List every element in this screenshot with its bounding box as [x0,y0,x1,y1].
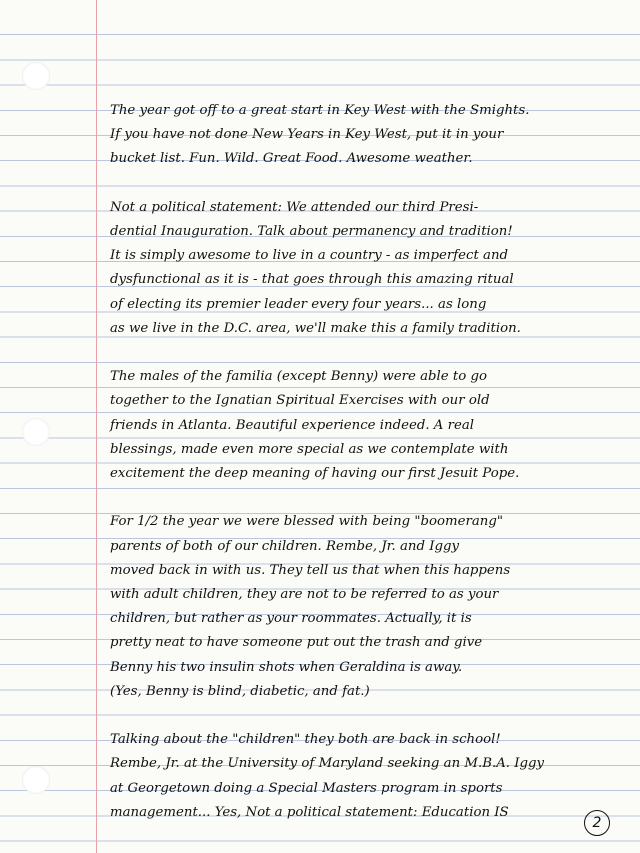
text-line: of electing its premier leader every four years... as long [110,296,487,312]
text-line: The males of the familia (except Benny) were able to go [110,369,487,385]
paragraph-school [110,728,630,825]
text-line: children, but rather as your roommates. Actually, it is [110,611,472,627]
text-line: For 1/2 the year we were blessed with being "boomerang" [110,514,503,530]
handwritten-letter [110,99,630,849]
text-line: dysfunctional as it is - that goes through this amazing ritual [110,272,514,288]
page-number-badge: 2 [584,810,610,836]
text-line: If you have not done New Years in Key West, put it in your [110,127,504,143]
text-line: Talking about the "children" they both are back in school! [110,732,501,748]
text-line: dential Inauguration. Talk about permanency and tradition! [110,224,513,239]
text-line: parents of both of our children. Rembe, Jr. and Iggy [110,538,460,554]
paragraph-spiritual-exercises [110,365,630,486]
text-line: together to the Ignatian Spiritual Exercises with our old [110,393,490,409]
paragraph-inauguration [110,196,630,341]
binder-hole-top [22,62,50,90]
text-line: Not a political statement: We attended our third Presi- [110,199,479,215]
text-line: bucket list. Fun. Wild. Great Food. Awesome weather. [110,151,473,167]
paragraph-key-west [110,99,630,172]
text-line: pretty neat to have someone put out the trash and give [110,635,483,651]
paragraph-boomerang-parents [110,510,630,704]
text-line: excitement the deep meaning of having our first Jesuit Pope. [110,466,520,482]
text-line: It is simply awesome to live in a country - as imperfect and [110,248,509,264]
margin-line [96,0,97,853]
text-line: blessings, made even more special as we contemplate with [110,441,509,457]
binder-hole-bottom [22,766,50,794]
text-line: Benny his two insulin shots when Geraldina is away. [110,659,463,675]
text-line: The year got off to a great start in Key West with the Smights. [110,103,530,118]
text-line: friends in Atlanta. Beautiful experience indeed. A real [110,417,475,433]
text-line: as we live in the D.C. area, we'll make this a family tradition. [110,320,521,336]
text-line: management... Yes, Not a political statement: Education IS [110,804,509,820]
text-line: moved back in with us. They tell us that when this happens [110,562,511,578]
text-line: with adult children, they are not to be referred to as your [110,587,499,603]
text-line: Rembe, Jr. at the University of Maryland seeking an M.B.A. Iggy [110,756,545,772]
binder-hole-middle [22,418,50,446]
text-line: at Georgetown doing a Special Masters program in sports [110,780,503,796]
text-line: (Yes, Benny is blind, diabetic, and fat.) [110,683,370,699]
